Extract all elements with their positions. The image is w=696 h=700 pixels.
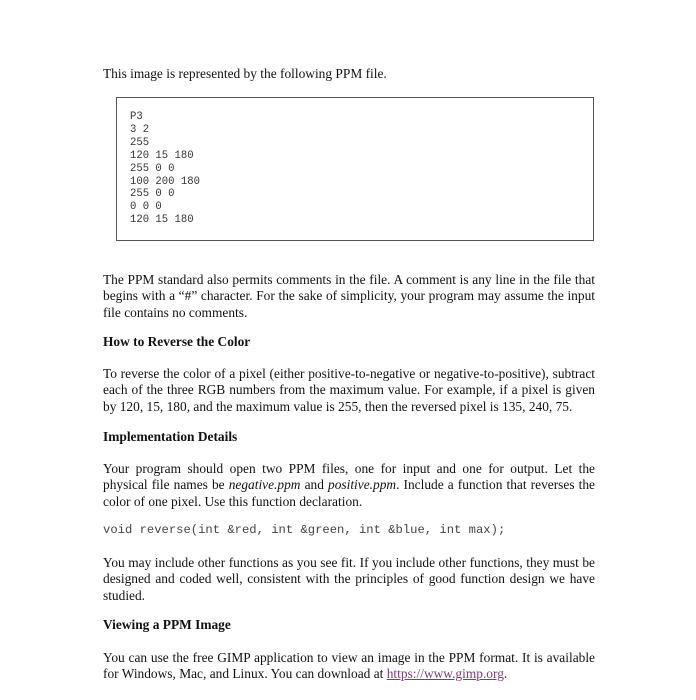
viewing-paragraph — [103, 650, 595, 683]
output-file-name: positive.ppm — [328, 477, 397, 493]
ppm-line: 0 0 0 — [130, 201, 162, 214]
function-declaration-code: void reverse(int &red, int &green, int &blue, int max); — [103, 523, 506, 537]
viewing-text-1: You can use the free GIMP application to view an image in the PPM format. It is available for Windows, Mac, and Linux. You can download at — [103, 650, 595, 682]
heading-viewing-ppm: Viewing a PPM Image — [103, 617, 231, 632]
other-functions-paragraph: You may include other functions as you see fit. If you include other functions, they must be designed and coded well, consistent with the principles of good function design we have studied. — [103, 555, 595, 603]
input-file-name: negative.ppm — [228, 477, 301, 493]
ppm-line: 120 15 180 — [130, 149, 194, 162]
impl-text-1: Your program should open two PPM files, one for input and one for output. Let the physical file names be — [103, 461, 595, 493]
gimp-download-link[interactable]: https://www.gimp.org — [386, 666, 504, 682]
ppm-line: P3 — [130, 111, 143, 123]
heading-reverse-color: How to Reverse the Color — [103, 334, 251, 349]
ppm-line: 3 2 — [130, 123, 150, 136]
ppm-line: 120 15 180 — [130, 214, 194, 227]
ppm-line: 255 0 0 — [130, 188, 175, 201]
impl-text-2: and — [300, 477, 328, 493]
comments-paragraph: The PPM standard also permits comments in the file. A comment is any line in the file that begins with a “#” character. For the sake of simplicity, your program may assume the input file contains no comments. — [103, 272, 595, 320]
viewing-text-2: . — [503, 666, 508, 682]
reverse-paragraph: To reverse the color of a pixel (either positive-to-negative or negative-to-positive), subtract each of the three RGB numbers from the maximum value. For example, if a pixel is given by 120, 15, 180, and the maximum value is 255, then the reversed pixel is 135, 240, 75. — [103, 366, 595, 414]
intro-text: This image is represented by the following PPM file. — [103, 66, 387, 81]
impl-text-3: . Include a function that reverses the color of one pixel. Use this function declaration. — [103, 477, 595, 509]
ppm-file-box — [116, 97, 594, 241]
heading-implementation: Implementation Details — [103, 429, 238, 444]
implementation-paragraph — [103, 461, 595, 510]
ppm-line: 255 — [130, 136, 150, 149]
ppm-line: 100 200 180 — [130, 175, 200, 188]
ppm-line: 255 0 0 — [130, 162, 175, 175]
ppm-file-content — [130, 111, 200, 227]
